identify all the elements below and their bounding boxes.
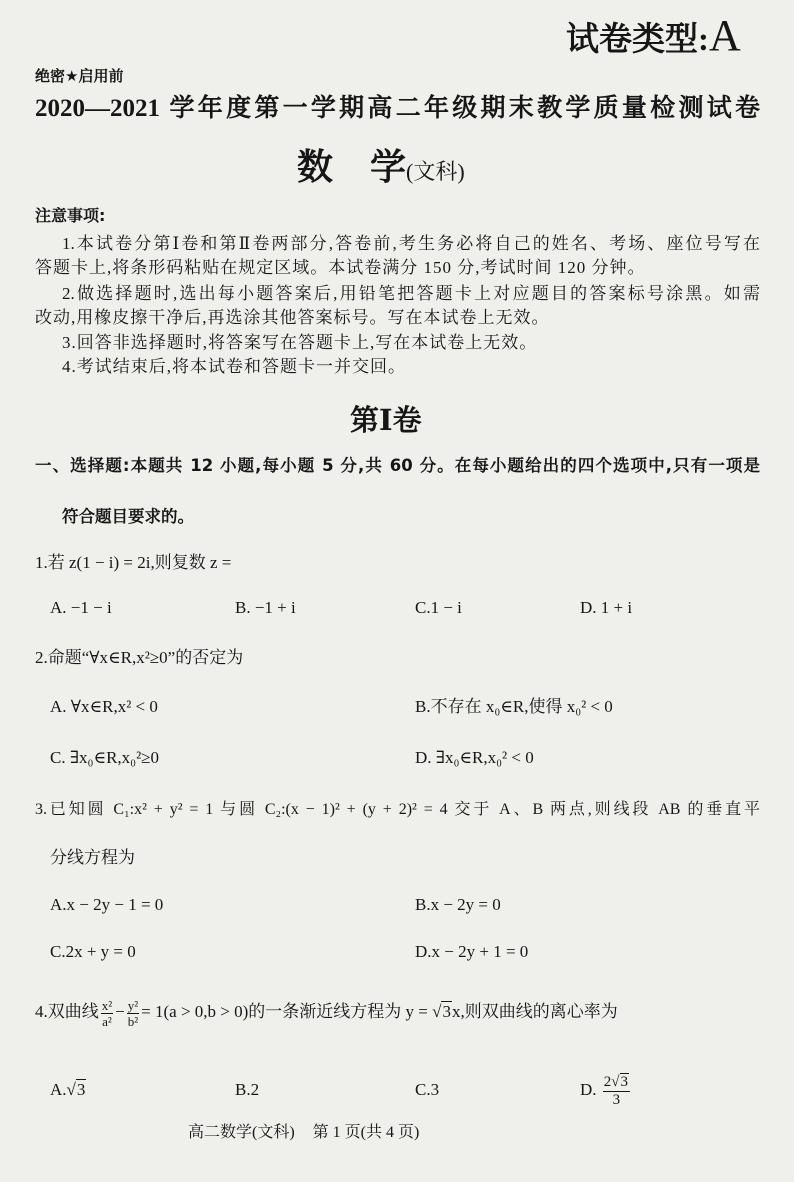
- confidential-mark: 绝密★启用前: [35, 67, 124, 85]
- question-1-option-a: A. −1 − i: [50, 598, 112, 617]
- notes-heading: 注意事项:: [35, 206, 106, 225]
- exam-title: 2020—2021 学年度第一学期高二年级期末教学质量检测试卷: [35, 95, 760, 122]
- part-title: 第Ⅰ卷: [350, 405, 422, 437]
- option-label: D.: [580, 1080, 601, 1099]
- footer-page-number: 第 1 页(共 4 页): [312, 1124, 420, 1141]
- question-3-stem-cont: 分线方程为: [50, 848, 135, 867]
- subject-note: (文科): [406, 159, 465, 184]
- fraction-numerator: x²: [101, 997, 113, 1013]
- question-3-option-a: A.x − 2y − 1 = 0: [50, 895, 164, 914]
- page-footer: [188, 1122, 419, 1144]
- question-4-mid: = 1(a > 0,b > 0)的一条渐近线方程为 y =: [141, 1002, 433, 1021]
- paper-type-label: 试卷类型:: [566, 22, 709, 58]
- radicand: 3: [620, 1073, 629, 1090]
- notes-line: 改动,用橡皮擦干净后,再选涂其他答案标号。写在本试卷上无效。: [35, 308, 550, 327]
- question-4-option-a: [50, 1068, 86, 1112]
- fraction-denominator: a²: [102, 1013, 112, 1029]
- question-3-stem: 3.已知圆 C₁:x² + y² = 1 与圆 C₂:(x − 1)² + (y + 2)² = 4 交于 A、B 两点,则线段 AB 的垂直平: [35, 801, 760, 818]
- fraction-denominator: b²: [127, 1013, 139, 1029]
- question-4-stem: [35, 990, 618, 1034]
- fraction-2sqrt3-over-3: [603, 1074, 630, 1109]
- option-label: A.: [50, 1080, 67, 1099]
- question-4-option-c: C.3: [415, 1080, 440, 1099]
- section-heading: 一、选择题:本题共 12 小题,每小题 5 分,共 60 分。在每小题给出的四个选项中,只有一项是: [35, 456, 760, 475]
- minus-sign: −: [115, 1002, 125, 1021]
- section-heading-cont: 符合题目要求的。: [62, 507, 194, 526]
- question-3-option-b: B.x − 2y = 0: [415, 895, 501, 914]
- radicand: 3: [76, 1080, 86, 1099]
- paper-type-value: A: [709, 11, 741, 60]
- question-3-option-d: D.x − 2y + 1 = 0: [415, 942, 529, 961]
- fraction-numerator: [603, 1074, 630, 1092]
- fraction-y2-b2: [127, 998, 139, 1029]
- notes-line: 2.做选择题时,选出每小题答案后,用铅笔把答题卡上对应题目的答案标号涂黑。如需: [62, 284, 760, 303]
- radicand: 3: [442, 1002, 451, 1021]
- question-1-stem: 1.若 z(1 − i) = 2i,则复数 z =: [35, 553, 232, 572]
- question-2-stem: 2.命题“∀x∈R,x²≥0”的否定为: [35, 648, 244, 667]
- footer-subject: 高二数学(文科): [188, 1124, 295, 1141]
- question-2-option-c: C. ∃x₀∈R,x₀²≥0: [50, 748, 160, 767]
- question-1-option-b: B. −1 + i: [235, 598, 296, 617]
- question-2-option-b: B.不存在 x₀∈R,使得 x₀² < 0: [415, 697, 613, 716]
- question-1-option-c: C.1 − i: [415, 598, 462, 617]
- question-3-option-c: C.2x + y = 0: [50, 942, 136, 961]
- numerator-coefficient: 2: [603, 1073, 612, 1090]
- square-root: [67, 1068, 87, 1112]
- notes-line: 3.回答非选择题时,将答案写在答题卡上,写在本试卷上无效。: [62, 333, 538, 352]
- square-root: [611, 1074, 629, 1091]
- subject-heading: [297, 145, 465, 197]
- notes-line: 4.考试结束后,将本试卷和答题卡一并交回。: [62, 357, 406, 376]
- question-4-prefix: 4.双曲线: [35, 1002, 99, 1021]
- fraction-numerator: y²: [127, 997, 139, 1013]
- fraction-x2-a2: [101, 998, 113, 1029]
- question-1-option-d: D. 1 + i: [580, 598, 633, 617]
- paper-type: [566, 12, 741, 64]
- notes-line: 1.本试卷分第Ⅰ卷和第Ⅱ卷两部分,答卷前,考生务必将自己的姓名、考场、座位号写在: [62, 234, 760, 253]
- question-2-option-d: D. ∃x₀∈R,x₀² < 0: [415, 748, 534, 767]
- notes-line: 答题卡上,将条形码粘贴在规定区域。本试卷满分 150 分,考试时间 120 分钟。: [35, 258, 646, 277]
- question-4-suffix: x,则双曲线的离心率为: [451, 1002, 618, 1021]
- question-2-option-a: A. ∀x∈R,x² < 0: [50, 697, 158, 716]
- fraction-denominator: 3: [612, 1091, 621, 1108]
- question-4-option-d: [580, 1068, 632, 1112]
- square-root: [432, 990, 452, 1034]
- subject-name: 数 学: [297, 147, 407, 187]
- question-4-option-b: B.2: [235, 1080, 260, 1099]
